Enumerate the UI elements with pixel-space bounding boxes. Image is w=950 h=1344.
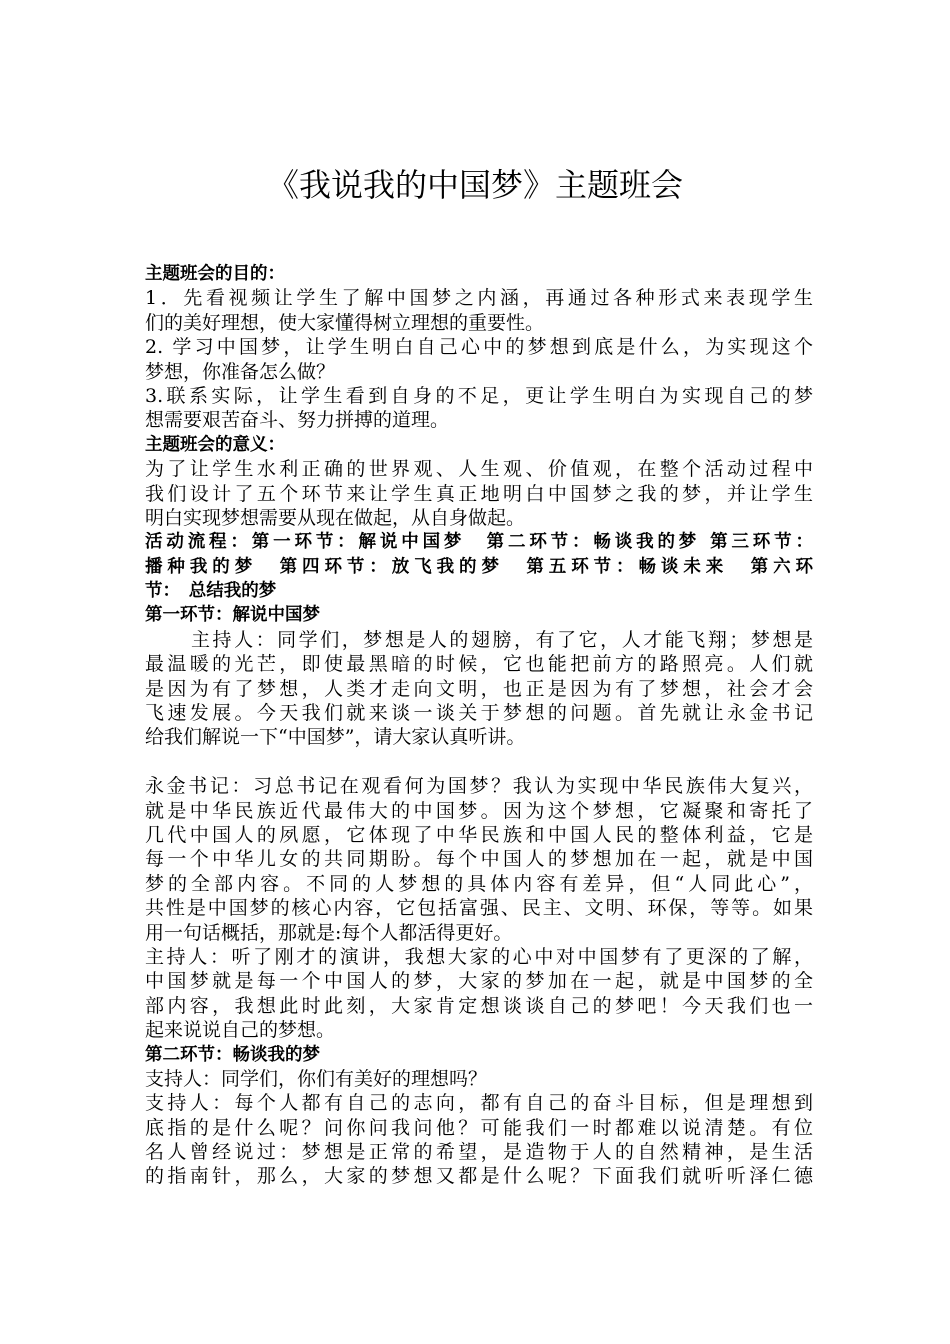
body-line: 名人曾经说过：梦想是正常的希望，是造物于人的自然精神，是生活 [145, 1141, 813, 1164]
body-line: 1．先看视频让学生了解中国梦之内涵，再通过各种形式来表现学生 [145, 287, 813, 310]
body-line: 主持人：同学们，梦想是人的翅膀，有了它，人才能飞翔；梦想是 [191, 628, 813, 651]
body-line: 最温暖的光芒，即使最黑暗的时候，它也能把前方的路照亮。人们就 [145, 653, 813, 676]
body-line: 支持人：每个人都有自己的志向，都有自己的奋斗目标，但是理想到 [145, 1092, 813, 1115]
body-line: 永金书记：习总书记在观看何为国梦？我认为实现中华民族伟大复兴， [145, 775, 813, 798]
body-line: 们的美好理想，使大家懂得树立理想的重要性。 [145, 311, 545, 334]
body-line: 部内容，我想此时此刻，大家肯定想谈谈自己的梦吧！今天我们也一 [145, 994, 813, 1017]
section-heading: 第一环节：解说中国梦 [145, 605, 320, 626]
body-line: 底指的是什么呢？问你问我问他？可能我们一时都难以说清楚。有位 [145, 1116, 813, 1139]
body-line: 3.联系实际，让学生看到自身的不足，更让学生明白为实现自己的梦 [145, 384, 813, 407]
body-line: 用一句话概括，那就是:每个人都活得更好。 [145, 921, 513, 944]
section-heading: 第二环节：畅谈我的梦 [145, 1044, 320, 1065]
blank-line [145, 750, 813, 774]
body-line: 就是中华民族近代最伟大的中国梦。因为这个梦想，它凝聚和寄托了 [145, 799, 813, 822]
body-line: 明白实现梦想需要从现在做起，从自身做起。 [145, 506, 526, 529]
body-line: 给我们解说一下“中国梦”，请大家认真听讲。 [145, 726, 526, 749]
section-heading: 活动流程：第一环节：解说中国梦 第二环节：畅谈我的梦 第三环节： [145, 532, 813, 553]
body-line: 起来说说自己的梦想。 [145, 1019, 336, 1042]
body-line: 是因为有了梦想，人类才走向文明，也正是因为有了梦想，社会才会 [145, 677, 813, 700]
body-line: 梦想，你准备怎么做？ [145, 360, 336, 383]
body-line: 飞速发展。今天我们就来谈一谈关于梦想的问题。首先就让永金书记 [145, 702, 813, 725]
body-line: 中国梦就是每一个中国人的梦，大家的梦加在一起，就是中国梦的全 [145, 970, 813, 993]
body-line: 共性是中国梦的核心内容，它包括富强、民主、文明、环保，等等。如果 [145, 897, 813, 920]
body-line: 几代中国人的夙愿，它体现了中华民族和中国人民的整体利益，它是 [145, 823, 813, 846]
body-line: 2. 学习中国梦，让学生明白自己心中的梦想到底是什么，为实现这个 [145, 336, 813, 359]
body-line: 我们设计了五个环节来让学生真正地明白中国梦之我的梦，并让学生 [145, 482, 813, 505]
body-line: 的指南针，那么，大家的梦想又都是什么呢？下面我们就听听泽仁德 [145, 1165, 813, 1188]
body-line: 支持人：同学们，你们有美好的理想吗？ [145, 1067, 488, 1090]
section-heading: 播种我的梦 第四环节：放飞我的梦 第五环节：畅谈未来 第六环 [145, 556, 813, 577]
body-line: 主持人：听了刚才的演讲，我想大家的心中对中国梦有了更深的了解， [145, 945, 813, 968]
section-heading: 主题班会的意义： [145, 434, 285, 455]
body-line: 梦的全部内容。不同的人梦想的具体内容有差异，但“人同此心”， [145, 872, 813, 895]
document-title: 《我说我的中国梦》主题班会 [266, 166, 683, 204]
section-heading: 节： 总结我的梦 [145, 581, 277, 602]
body-line: 想需要艰苦奋斗、努力拼搏的道理。 [145, 409, 450, 432]
document-body [145, 262, 813, 1189]
body-line: 为了让学生水利正确的世界观、人生观、价值观，在整个活动过程中 [145, 458, 813, 481]
body-line: 每一个中华儿女的共同期盼。每个中国人的梦想加在一起，就是中国 [145, 848, 813, 871]
section-heading: 主题班会的目的： [145, 264, 285, 284]
